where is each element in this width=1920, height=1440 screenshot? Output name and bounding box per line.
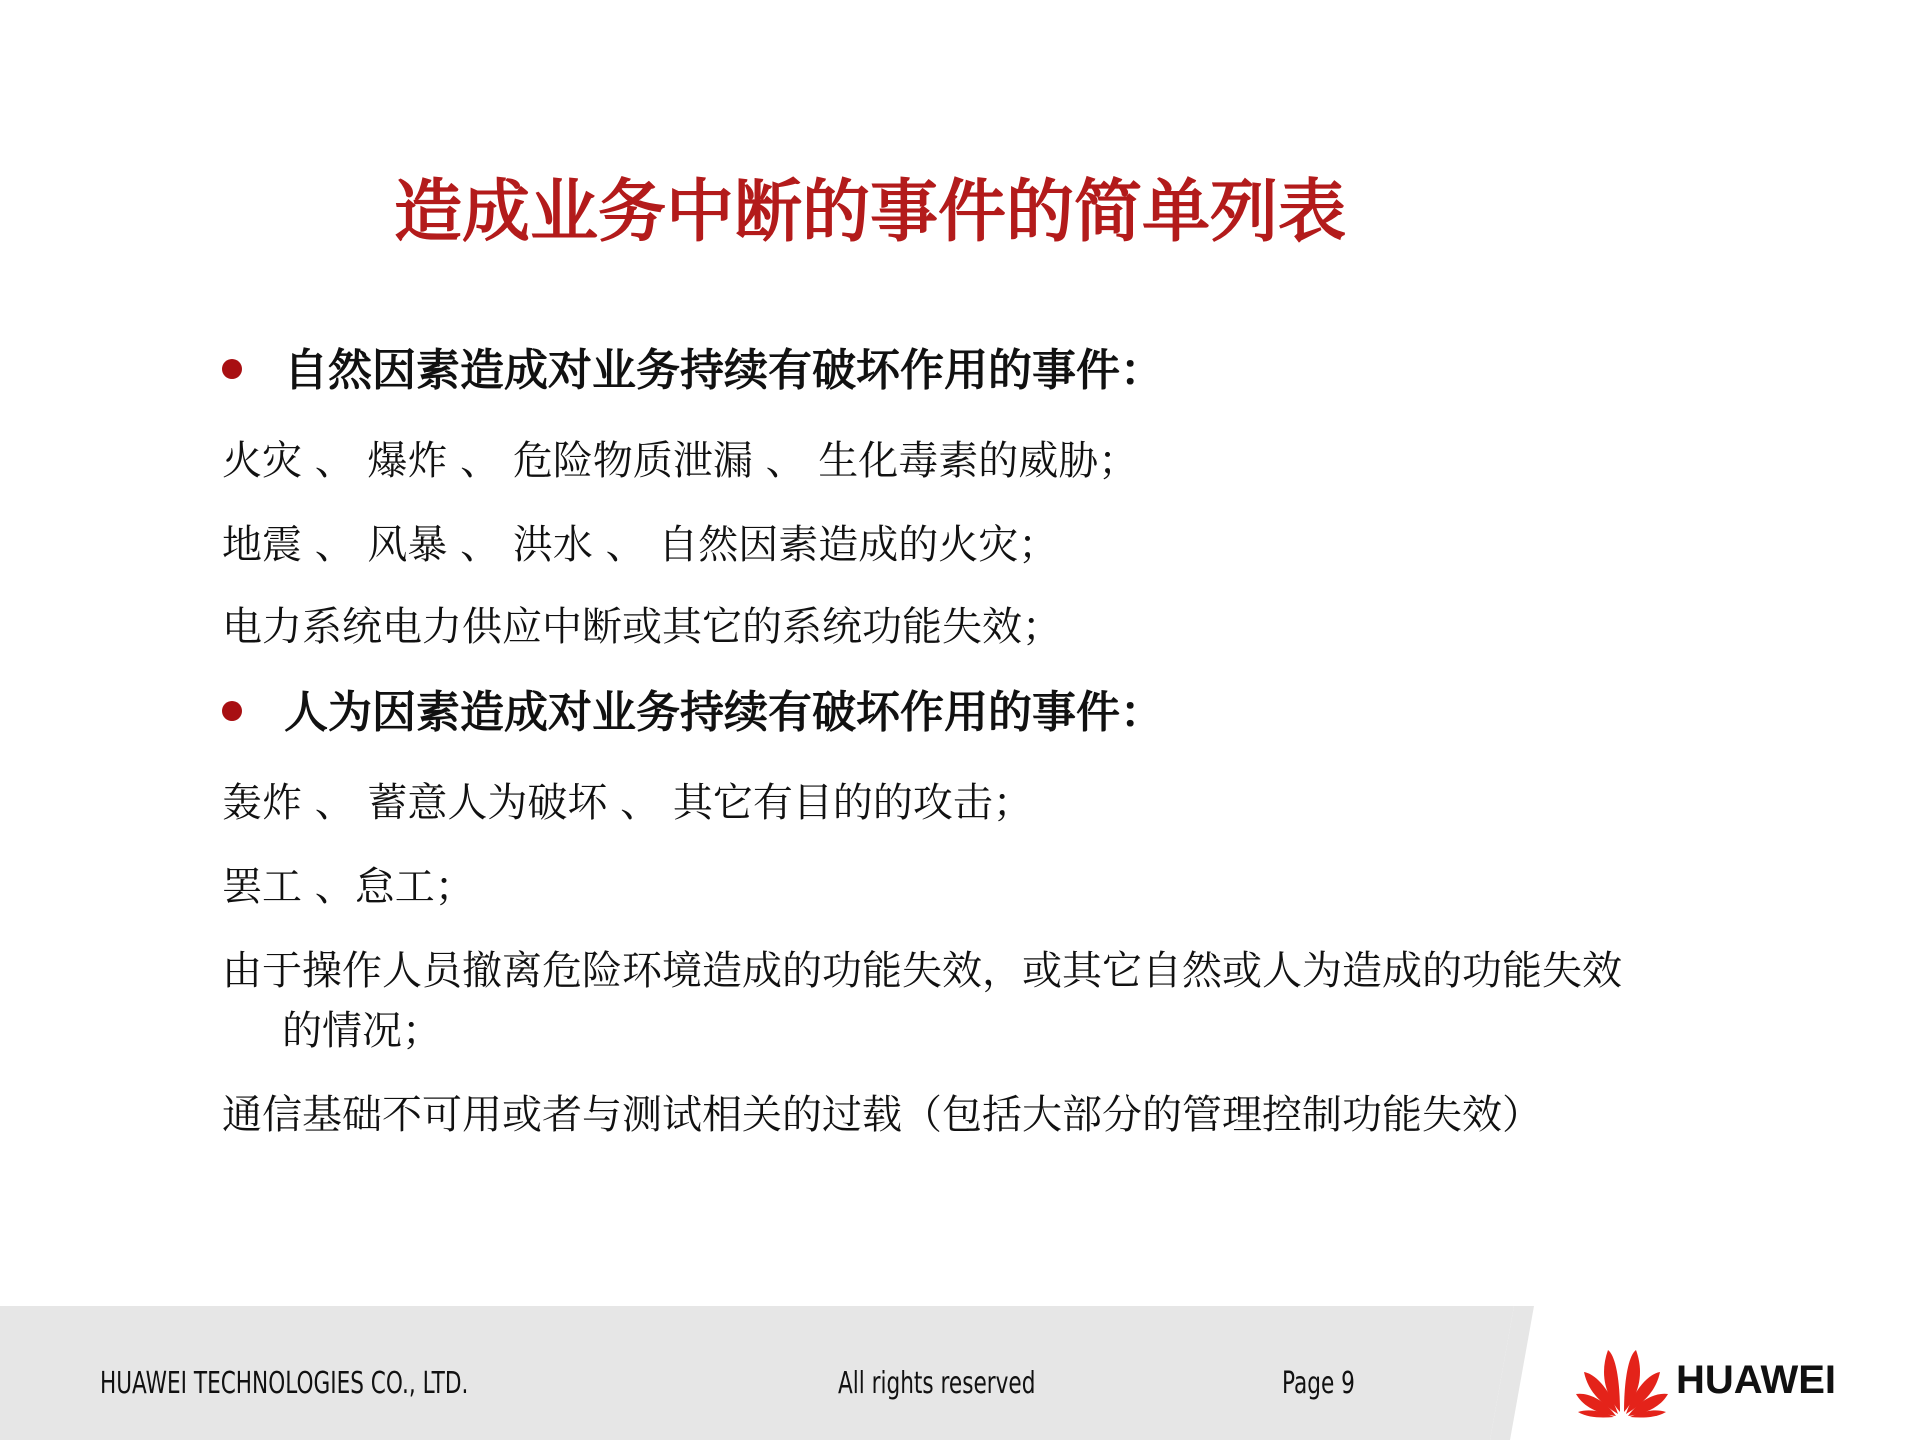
section-heading-human — [222, 687, 1164, 740]
list-item: 由于操作人员撤离危险环境造成的功能失效，或其它自然或人为造成的功能失效 — [222, 948, 1622, 994]
list-item-continuation: 的情况； — [282, 1008, 442, 1054]
slide-title: 造成业务中断的事件的简单列表 — [393, 173, 1346, 252]
footer-company: HUAWEI TECHNOLOGIES CO., LTD. — [100, 1366, 469, 1401]
bullet-dot-icon — [222, 701, 242, 721]
huawei-logo — [1574, 1342, 1874, 1418]
section-heading-text: 人为因素造成对业务持续有破坏作用的事件： — [284, 687, 1164, 738]
section-heading-natural — [222, 345, 1164, 398]
footer-page-number: Page 9 — [1282, 1366, 1355, 1401]
list-item: 罢工 、怠工； — [222, 864, 475, 910]
huawei-petal-logo-icon — [1574, 1342, 1670, 1418]
list-item: 轰炸 、 蓄意人为破坏 、 其它有目的的攻击； — [222, 780, 1033, 826]
list-item: 通信基础不可用或者与测试相关的过载（包括大部分的管理控制功能失效） — [222, 1092, 1542, 1138]
footer-rights: All rights reserved — [838, 1366, 1036, 1401]
list-item: 地震 、 风暴 、 洪水 、 自然因素造成的火灾； — [222, 522, 1059, 568]
section-heading-text: 自然因素造成对业务持续有破坏作用的事件： — [284, 345, 1164, 396]
list-item: 电力系统电力供应中断或其它的系统功能失效； — [222, 604, 1062, 650]
huawei-logo-text: HUAWEI — [1676, 1358, 1836, 1402]
list-item: 火灾 、 爆炸 、 危险物质泄漏 、 生化毒素的威胁； — [222, 438, 1139, 484]
bullet-dot-icon — [222, 359, 242, 379]
